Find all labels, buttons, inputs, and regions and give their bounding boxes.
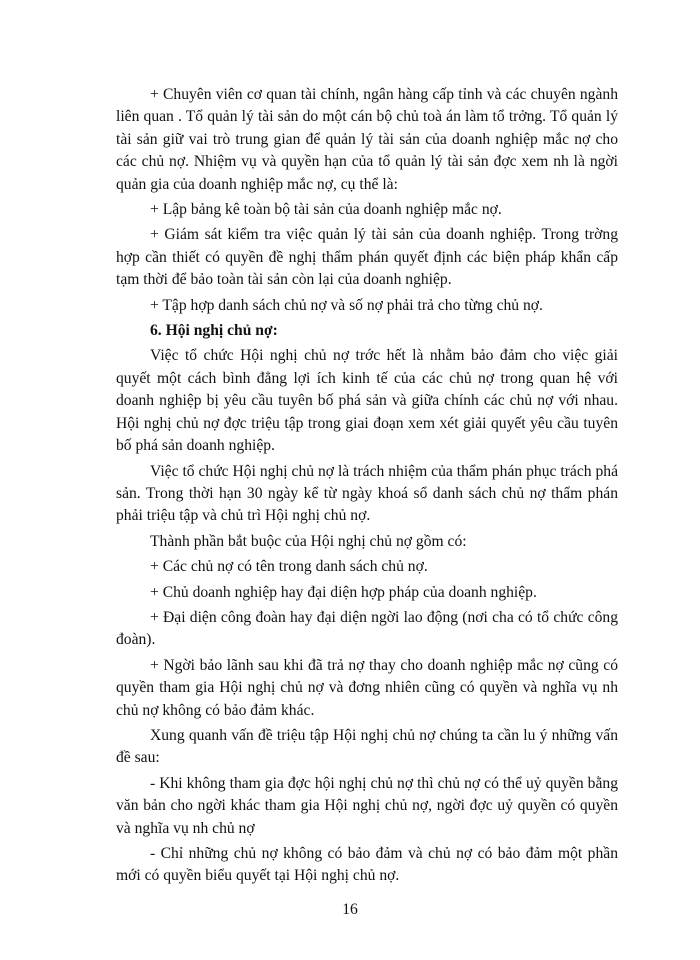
paragraph-tax-specialists: + Chuyên viên cơ quan tài chính, ngân hàng cấp tỉnh và các chuyên ngành liên quan . Tổ quản lý tài sản do một cán bộ chủ toà án làm tổ trởng. Tổ quản lý tài sản giữ vai trò trung gian để quản lý tài sản của doanh nghiệp mắc nợ cho các chủ nợ. Nhiệm vụ và quyền hạn của tổ quản lý tài sản đợc xem nh là ngời quản gia của doanh nghiệp mắc nợ, cụ thể là: — [116, 86, 618, 193]
paragraph-supervision: + Giám sát kiểm tra việc quản lý tài sản của doanh nghiệp. Trong trờng hợp cần thiết có quyền đề nghị thẩm phán quyết định các biện pháp khẩn cấp tạm thời để bảo toàn tài sản còn lại của doanh nghiệp. — [116, 226, 618, 289]
list-item-listed-creditors: + Các chủ nợ có tên trong danh sách chủ nợ. — [150, 558, 428, 576]
paragraph-meeting-responsibility: Việc tổ chức Hội nghị chủ nợ là trách nhiệm của thẩm phán phục trách phá sản. Trong thời hạn 30 ngày kể từ ngày khoá sổ danh sách chủ nợ thẩm phán phải triệu tập và chủ trì Hội nghị chủ nợ. — [116, 462, 618, 525]
list-item-guarantor: + Ngời bảo lãnh sau khi đã trả nợ thay cho doanh nghiệp mắc nợ cũng có quyền tham gia Hội nghị chủ nợ và đơng nhiên cũng có quyền và nghĩa vụ nh chủ nợ không có bảo đảm khác. — [116, 656, 618, 719]
page-number: 16 — [342, 901, 358, 918]
paragraph-mandatory-members: Thành phần bắt buộc của Hội nghị chủ nợ gồm có: — [150, 532, 467, 550]
paragraph-meeting-purpose: Việc tổ chức Hội nghị chủ nợ trớc hết là nhằm bảo đảm cho việc giải quyết một cách bình đẳng lợi ích kinh tế của các chủ nợ trong quan hệ với doanh nghiệp bị yêu cầu tuyên bố phá sản và giữa chính các chủ nợ với nhau. Hội nghị chủ nợ đợc triệu tập trong giai đoạn xem xét giải quyết yêu cầu tuyên bố phá sản doanh nghiệp. — [116, 347, 618, 455]
paragraph-creditor-list: + Tập hợp danh sách chủ nợ và số nợ phải trả cho từng chủ nợ. — [150, 296, 543, 314]
paragraph-notes-intro: Xung quanh vấn đề triệu tập Hội nghị chủ nợ chúng ta cần lu ý những vấn đề sau: — [116, 726, 618, 767]
list-item-authorization: - Khi không tham gia đợc hội nghị chủ nợ thì chủ nợ có thể uỷ quyền bằng văn bản cho ngời khác tham gia Hội nghị chủ nợ, ngời đợc uỷ quyền có quyền và nghĩa vụ nh chủ nợ — [116, 774, 618, 837]
paragraph-asset-list: + Lập bảng kê toàn bộ tài sản của doanh nghiệp mắc nợ. — [150, 201, 502, 219]
section-heading: 6. Hội nghị chủ nợ: — [150, 322, 278, 340]
page-body — [116, 84, 618, 891]
list-item-business-owner: + Chủ doanh nghiệp hay đại diện hợp pháp của doanh nghiệp. — [150, 583, 537, 601]
list-item-voting-rights: - Chỉ những chủ nợ không có bảo đảm và chủ nợ có bảo đảm một phần mới có quyền biểu quyết tại Hội nghị chủ nợ. — [116, 845, 618, 885]
list-item-union-representative: + Đại diện công đoàn hay đại diện ngời lao động (nơi cha có tổ chức công đoàn). — [116, 608, 618, 649]
